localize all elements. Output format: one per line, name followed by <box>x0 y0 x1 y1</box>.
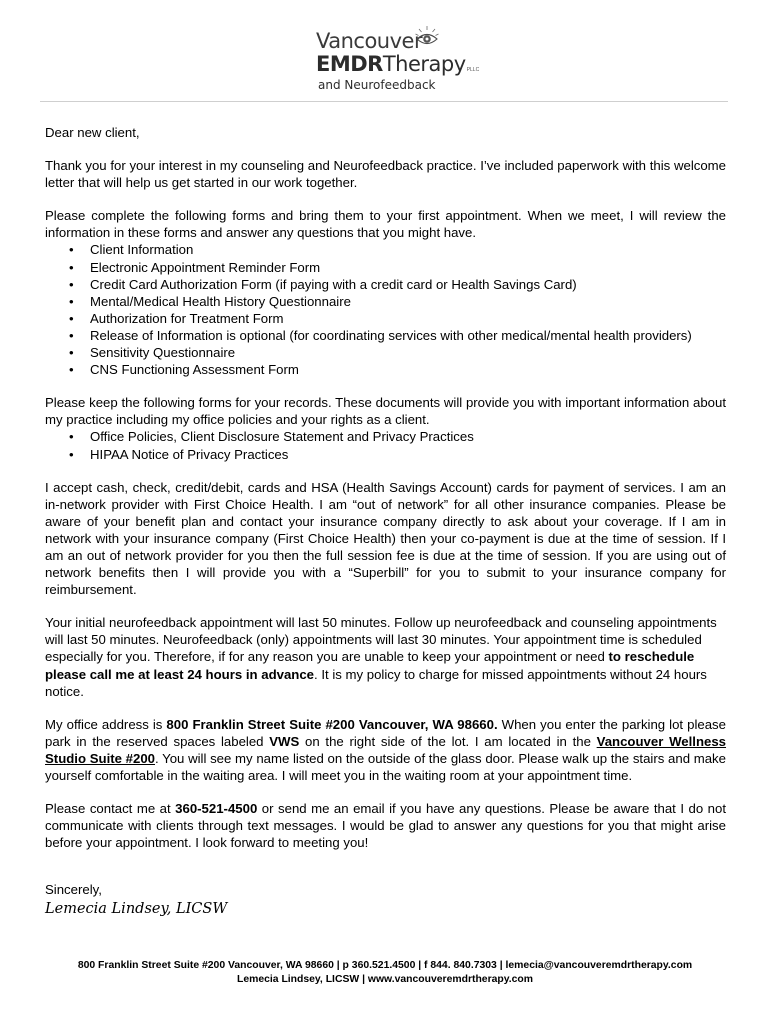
appointment-text-end: . It is my policy to charge for missed appointments without 24 hours notice. <box>45 666 707 699</box>
address-text: My office address is <box>45 716 167 732</box>
forms-list <box>45 241 726 378</box>
letter-body <box>45 124 726 919</box>
parking-label: VWS <box>269 733 300 749</box>
studio-name: Vancouver Wellness Studio Suite #200 <box>45 733 727 766</box>
footer-name-line: Lemecia Lindsey, LICSW | www.vancouveremdrtherapy.com <box>236 974 534 985</box>
contact-phone: 360-521-4500 <box>175 801 258 817</box>
list-item: • Authorization for Treatment Form <box>45 310 726 327</box>
logo-pllc: PLLC <box>466 67 480 73</box>
address-text-2: When you enter the parking lot please park in the reserved spaces labeled <box>45 716 726 749</box>
address-text-4: . You will see my name listed on the outside of the glass door. Please walk up the stairs and make yourself comfortable in the waiting area. I will meet you in the waiting room at your appointment time. <box>45 750 726 783</box>
appointment-text: Your initial neurofeedback appointment will last 50 minutes. Follow up neurofeedback and counseling appointments will last 50 minutes. Neurofeedback (only) appointments will last 30 minutes. Your appointment time is scheduled especially for you. Therefore, if for any reason you are unable to keep your appointment or need <box>45 615 717 665</box>
practice-logo <box>300 24 480 94</box>
header-divider <box>40 101 728 102</box>
forms-intro-paragraph: Please complete the following forms and bring them to your first appointment. When we meet, I will review the information in these forms and answer any questions that you might have. <box>45 208 726 241</box>
logo-line-vancouver: Vancouver <box>316 29 423 53</box>
list-item: • Client Information <box>45 241 726 258</box>
contact-text: Please contact me at <box>45 801 176 817</box>
office-address: 800 Franklin Street Suite #200 Vancouver, WA 98660. <box>166 716 498 732</box>
list-item: • Sensitivity Questionnaire <box>45 344 726 361</box>
reschedule-notice: to reschedule please call me at least 24 hours in advance <box>45 649 695 682</box>
list-item: • Release of Information is optional (for coordinating services with other medical/mental health providers) <box>45 327 726 344</box>
footer-contact-line: 800 Franklin Street Suite #200 Vancouver, WA 98660 | p 360.521.4500 | f 844. 840.7303 | lemecia@vancouveremdrtherapy.com <box>77 960 693 971</box>
list-item: • Electronic Appointment Reminder Form <box>45 259 726 276</box>
closing: Sincerely, <box>45 882 102 898</box>
intro-paragraph: Thank you for your interest in my counseling and Neurofeedback practice. I’ve included paperwork with this welcome letter that will help us get started in our work together. <box>45 158 726 191</box>
logo-therapy: Therapy <box>382 52 466 76</box>
contact-paragraph <box>45 800 726 851</box>
eye-icon <box>414 24 440 50</box>
address-paragraph <box>45 716 726 784</box>
contact-text-2: or send me an email if you have any questions. Please be aware that I do not communicate with clients through text messages. I would be glad to answer any questions for you that might arise before your appointment. I look forward to meeting you! <box>45 801 726 851</box>
list-item: • Credit Card Authorization Form (if paying with a credit card or Health Savings Card) <box>45 276 726 293</box>
logo-tagline: and Neurofeedback <box>318 78 436 92</box>
list-item: • HIPAA Notice of Privacy Practices <box>45 446 726 463</box>
payment-paragraph: I accept cash, check, credit/debit, cards and HSA (Health Savings Account) cards for payment of services. I am an in-network provider with First Choice Health. I am “out of network” for all other insurance companies. Please be aware of your benefit plan and contact your insurance company directly to ask about your coverage. If I am in network with your insurance company (First Choice Health) then your co-payment is due at the time of session. If I am an out of network provider for you then the full session fee is due at the time of session. If you are using out of network benefits then I will provide you with a “Superbill” for you to submit to your insurance company for reimbursement. <box>45 479 726 598</box>
address-text-3: on the right side of the lot. I am located in the <box>299 733 597 749</box>
records-intro-paragraph: Please keep the following forms for your records. These documents will provide you with important information about my practice including my office policies and your rights as a client. <box>45 395 726 428</box>
records-list <box>45 428 726 462</box>
list-item: • CNS Functioning Assessment Form <box>45 361 726 378</box>
list-item: • Office Policies, Client Disclosure Statement and Privacy Practices <box>45 428 726 445</box>
signature: Lemecia Lindsey, LICSW <box>45 901 228 918</box>
list-item: • Mental/Medical Health History Questionnaire <box>45 293 726 310</box>
appointment-paragraph <box>45 614 726 699</box>
logo-emdr: EMDR <box>316 52 383 76</box>
salutation: Dear new client, <box>45 125 140 140</box>
footer <box>0 959 770 987</box>
